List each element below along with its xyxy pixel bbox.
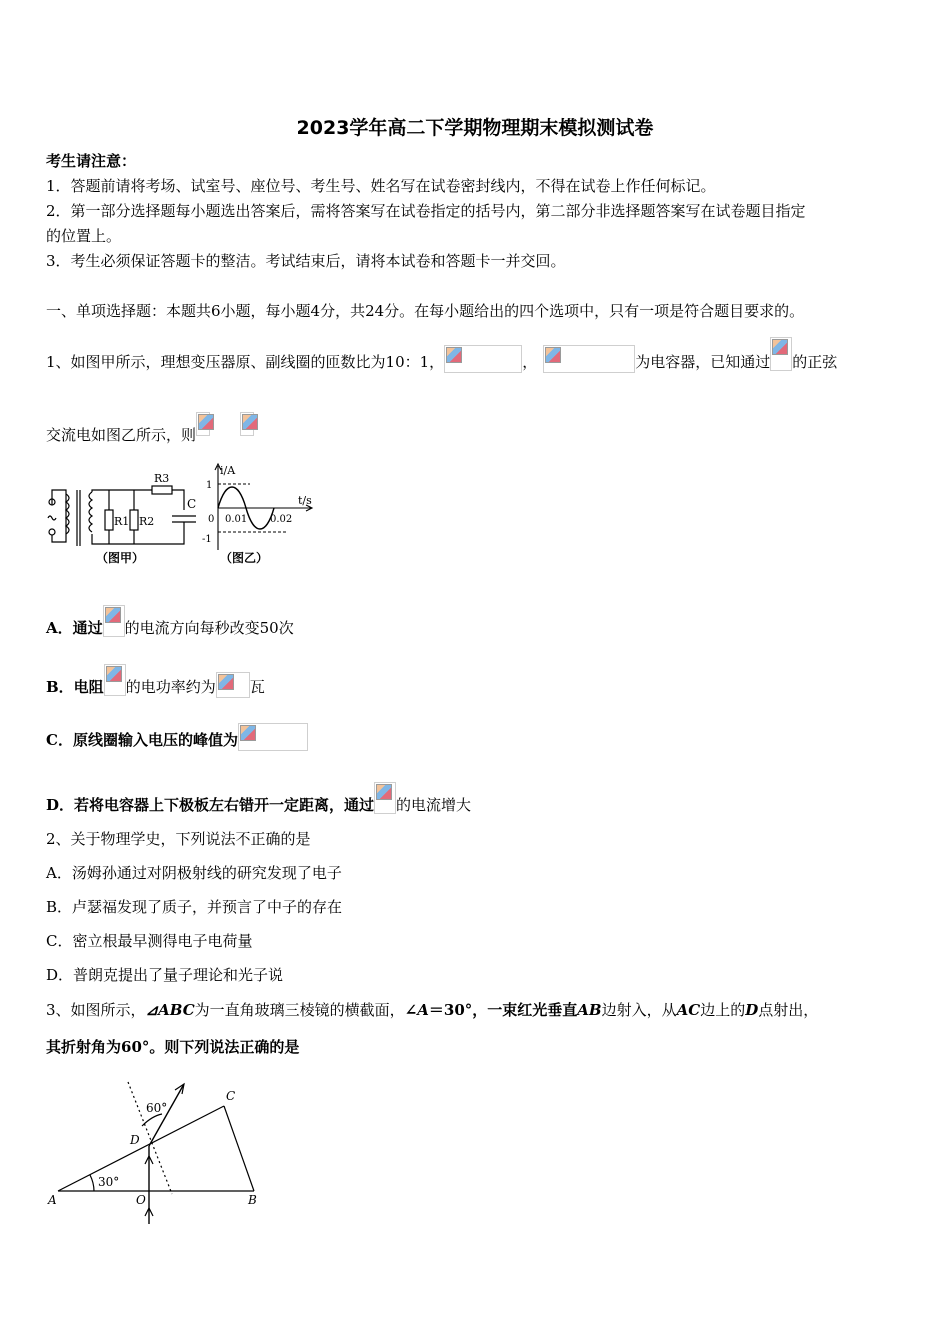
y-tick-1: 1	[206, 480, 213, 491]
q1-option-d	[46, 782, 471, 816]
label-R2: R2	[139, 515, 155, 528]
q1-option-b-mid: 的电功率约为	[125, 678, 216, 696]
q2-option-b: B．卢瑟福发现了质子，并预言了中子的存在	[46, 898, 343, 916]
q1-stem-line2	[46, 412, 254, 446]
caption-fig-a: （图甲）	[96, 551, 145, 565]
q2-option-d: D．普朗克提出了量子理论和光子说	[46, 966, 284, 984]
notice-heading: 考生请注意：	[46, 152, 137, 170]
formula-image-icon	[103, 605, 125, 637]
label-C: C	[226, 1089, 236, 1103]
q1-option-b	[46, 664, 265, 698]
prism-diagram	[44, 1076, 274, 1236]
circuit-diagram	[44, 462, 204, 570]
q3-triangle-abc: ⊿ABC	[145, 1001, 195, 1019]
q2-stem: 2、关于物理学史，下列说法不正确的是	[46, 830, 311, 848]
notice-item-2-cont: 的位置上。	[46, 227, 122, 245]
notice-item-1: 1．答题前请将考场、试室号、座位号、考生号、姓名写在试卷密封线内，不得在试卷上作任何标记。	[46, 177, 716, 195]
x-tick-002: 0.02	[270, 514, 293, 525]
label-C: C	[187, 497, 197, 511]
caption-fig-b: （图乙）	[220, 551, 269, 565]
notice-item-3: 3．考生必须保证答题卡的整洁。考试结束后，请将本试卷和答题卡一并交回。	[46, 252, 566, 270]
q1-option-c	[46, 723, 308, 751]
q2-option-c: C．密立根最早测得电子电荷量	[46, 932, 253, 950]
formula-image-icon	[238, 723, 308, 751]
label-R1: R1	[114, 515, 130, 528]
label-B: B	[248, 1193, 257, 1207]
q3-text-9: 边上的	[700, 1001, 746, 1019]
q1-stem-part3: 为电容器，已知通过	[635, 353, 771, 371]
label-60deg: 60°	[146, 1101, 168, 1115]
formula-image-icon	[543, 345, 635, 373]
q1-option-b-pre: B．电阻	[46, 678, 104, 696]
formula-image-icon	[196, 412, 210, 436]
q3-side-ac: AC	[676, 1001, 701, 1019]
section-heading: 一、单项选择题：本题共6小题，每小题4分，共24分。在每小题给出的四个选项中，只有一项是符合题目要求的。	[46, 302, 805, 320]
x-tick-001: 0.01	[225, 514, 248, 525]
y-tick-neg1: -1	[202, 534, 212, 545]
q1-option-a	[46, 605, 294, 639]
q3-text-11: 点射出，	[758, 1001, 819, 1019]
formula-image-icon	[240, 412, 254, 436]
y-tick-0: 0	[208, 514, 215, 525]
label-A: A	[48, 1193, 57, 1207]
formula-image-icon	[374, 782, 396, 814]
q1-stem-part1: 1、如图甲所示，理想变压器原、副线圈的匝数比为10：1，	[46, 353, 445, 371]
q2-option-a: A．汤姆孙通过对阴极射线的研究发现了电子	[46, 864, 342, 882]
page-title: 2023学年高二下学期物理期末模拟测试卷	[296, 117, 654, 139]
q3-point-d: D	[745, 1001, 759, 1019]
q1-stem-line2-text: 交流电如图乙所示，则	[46, 426, 197, 444]
q1-option-d-post: 的电流增大	[396, 796, 472, 814]
formula-image-icon	[104, 664, 126, 696]
q3-text-5: ＝30°，一束红光垂直	[428, 1001, 578, 1019]
q3-stem-line2: 其折射角为60°。则下列说法正确的是	[46, 1038, 300, 1056]
q3-text-1: 3、如图所示，	[46, 1001, 146, 1019]
q3-text-3: 为一直角玻璃三棱镜的横截面，	[194, 1001, 405, 1019]
q1-option-c-text: C．原线圈输入电压的峰值为	[46, 731, 238, 749]
q3-side-ab: AB	[577, 1001, 602, 1019]
q1-option-a-pre: A．通过	[46, 619, 103, 637]
q1-stem-line1	[46, 337, 837, 373]
label-30deg: 30°	[98, 1175, 120, 1189]
graph-y-label: i/A	[220, 464, 236, 477]
formula-image-icon	[444, 345, 522, 373]
q1-stem-part2: ，	[522, 353, 538, 371]
q1-option-a-post: 的电流方向每秒改变50次	[124, 619, 294, 637]
q3-text-7: 边射入，从	[601, 1001, 677, 1019]
graph-x-label: t/s	[298, 494, 312, 507]
q1-option-b-post: 瓦	[249, 678, 265, 696]
formula-image-icon	[216, 672, 250, 698]
q3-angle-a: ∠A	[404, 1001, 429, 1019]
q3-stem-line1	[46, 999, 818, 1021]
q1-option-d-pre: D．若将电容器上下极板左右错开一定距离，通过	[46, 796, 375, 814]
q1-stem-part4: 的正弦	[792, 353, 838, 371]
label-D: D	[130, 1133, 140, 1147]
label-O: O	[136, 1193, 146, 1207]
current-graph	[198, 460, 322, 570]
notice-item-2: 2．第一部分选择题每小题选出答案后，需将答案写在试卷指定的括号内，第二部分非选择题答案写在试卷题目指定	[46, 202, 806, 220]
formula-image-icon	[770, 337, 792, 371]
label-R3: R3	[154, 472, 170, 485]
